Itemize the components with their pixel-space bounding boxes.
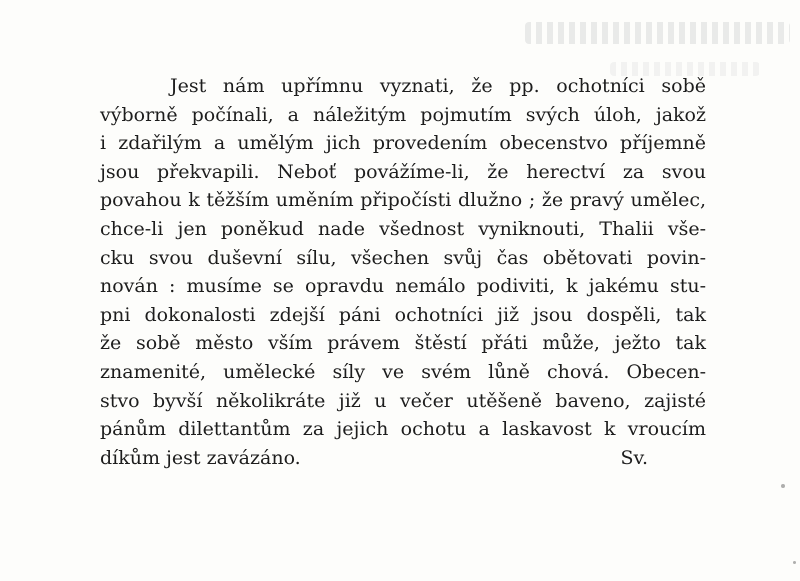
text-line: jsou překvapili. Neboť povážíme-li, že herectví za svou xyxy=(100,160,706,183)
ink-speck xyxy=(781,484,785,488)
text-line: i zdařilým a umělým jich provedením obecenstvo příjemně xyxy=(100,132,706,155)
author-signature: Sv. xyxy=(620,446,648,469)
text-line: výborně počínali, a náležitým pojmutím svých úloh, jakož xyxy=(100,103,706,126)
article-paragraph xyxy=(100,72,706,472)
text-line: cku svou duševní sílu, všechen svůj čas obětovati povin- xyxy=(100,246,706,269)
text-line: nován : musíme se opravdu nemálo podiviti, k jakému stu- xyxy=(100,275,706,298)
final-line-text: díkům jest zavázáno. xyxy=(100,446,301,469)
text-line: pánům dilettantům za jejich ochotu a laskavost k vroucím xyxy=(100,418,706,441)
ink-speck xyxy=(793,561,796,564)
final-line xyxy=(100,444,706,473)
show-through-text xyxy=(525,22,790,44)
text-line: chce-li jen poněkud nade všednost vyniknouti, Thalii vše- xyxy=(100,217,706,240)
text-line: povahou k těžším uměním připočísti dlužno ; že pravý umělec, xyxy=(100,189,706,212)
text-line: pni dokonalosti zdejší páni ochotníci již jsou dospěli, tak xyxy=(100,303,706,326)
text-line: znamenité, umělecké síly ve svém lůně chová. Obecen- xyxy=(100,360,706,383)
text-line: Jest nám upřímnu vyznati, že pp. ochotníci sobě xyxy=(170,75,706,97)
text-line: že sobě město vším právem štěstí přáti může, ježto tak xyxy=(100,332,706,355)
text-line: stvo byvší několikráte již u večer utěšeně baveno, zajisté xyxy=(100,389,706,412)
